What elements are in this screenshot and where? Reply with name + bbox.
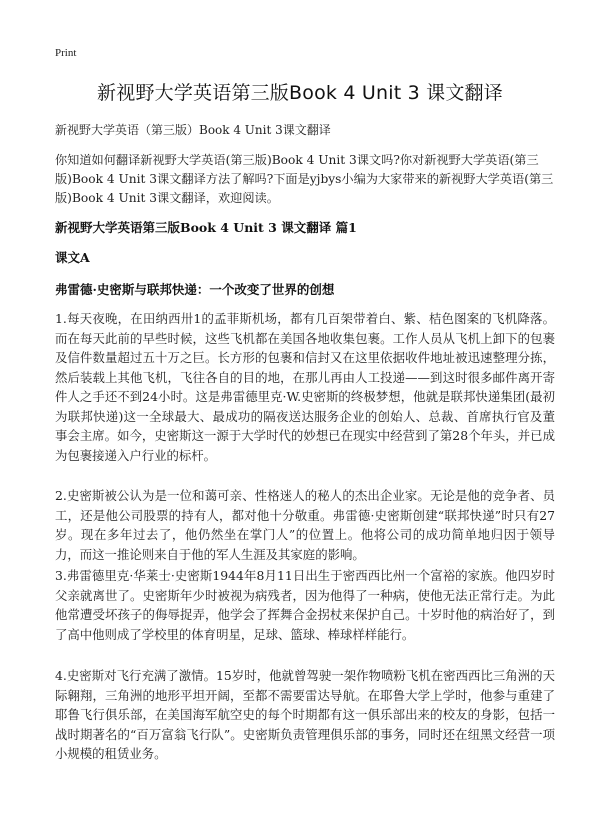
- document-subtitle: 新视野大学英语（第三版）Book 4 Unit 3课文翻译: [55, 123, 331, 137]
- text-label: 课文A: [55, 250, 90, 265]
- paragraph-1: 1.每天夜晚，在田纳西卅1的孟菲斯机场，都有几百架带着白、紫、桔色图案的飞机降落。而在每天此前的早些时候，这些飞机都在美国各地收集包裹。工作人员从飞机上卸下的包裹及信件数量超过五十万之巨。长方形的包裹和信封又在这里依据收件地址被迅速整理分拣，然后装载上其他飞机，飞往各自的目的地，在那儿再由人工投递——到这时很多邮件离开寄件人之手还不到24小时。这是弗雷德里克·W.史密斯的终极梦想，他就是联邦快递集团(最初为联邦快递)这一全球最大、最成功的隔夜送达服务企业的创始人、总裁、首席执行官及董事会主席。如今，史密斯这一源于大学时代的妙想已在现实中经营到了第28个年头，并已成为包裹接递入户行业的标杆。: [55, 311, 555, 463]
- print-label: Print: [55, 47, 77, 59]
- paragraph-2: 2.史密斯被公认为是一位和蔼可亲、性格迷人的秘人的杰出企业家。无论是他的竞争者、员工，还是他公司股票的持有人，都对他十分敬重。弗雷德·史密斯创建“联邦快递”时只有27岁。现在多年过去了，他仍然坐在掌门人”的位置上。他将公司的成功简单地归因于领导力，而这一推论则来自于他的军人生涯及其家庭的影响。: [55, 488, 555, 562]
- article-title: 弗雷德·史密斯与联邦快递：一个改变了世界的创想: [55, 282, 335, 297]
- paragraph-4: 4.史密斯对飞行充满了激情。15岁时，他就曾驾驶一架作物喷粉飞机在密西西比三角洲的天际翱翔，三角洲的地形平坦开阔，至都不需要雷达导航。在耶鲁大学上学时，他参与重建了耶鲁飞行俱乐部，在美国海军航空史的每个时期都有这一俱乐部出来的校友的身影，包括一战时期著名的“百万富翁飞行队”。史密斯负责管理俱乐部的事务，同时还在纽黑文经营一项小规模的租赁业务。: [55, 668, 555, 761]
- section-heading: 新视野大学英语第三版Book 4 Unit 3 课文翻译 篇1: [55, 220, 357, 235]
- intro-paragraph: 你知道如何翻译新视野大学英语(第三版)Book 4 Unit 3课文吗?你对新视野大学英语(第三版)Book 4 Unit 3课文翻译方法了解吗?下面是yjbys小编为大家带来的新视野大学英语(第三版)Book 4 Unit 3课文翻译，欢迎阅读。: [55, 153, 554, 205]
- paragraph-3: 3.弗雷德里克·华莱士·史密斯1944年8月11日出生于密西西比州一个富裕的家族。他四岁时父亲就离世了。史密斯年少时被视为病残者，因为他得了一种病，使他无法正常行走。为此他常遭受坏孩子的侮辱捉弄，他学会了挥舞合金拐杖来保护自己。十岁时他的病治好了，到了高中他则成了学校里的体育明星，足球、篮球、棒球样样能行。: [55, 568, 555, 642]
- document-title: 新视野大学英语第三版Book 4 Unit 3 课文翻译: [97, 82, 503, 104]
